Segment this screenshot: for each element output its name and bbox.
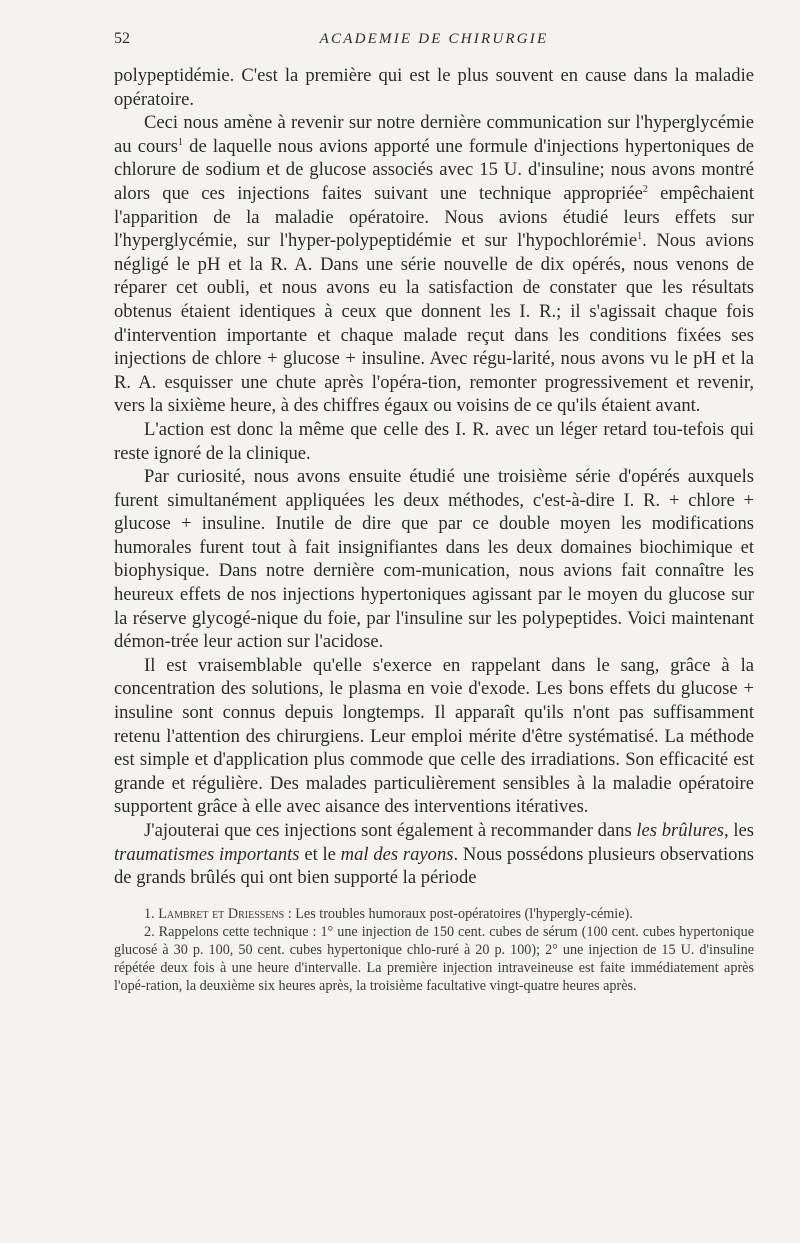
italic-trauma: traumatismes importants [114, 843, 300, 865]
page-header [114, 30, 754, 64]
footnotes [114, 905, 754, 995]
footnote-2-mark: 2. [144, 923, 155, 940]
paragraph-6-part-1: J'ajouterai que ces injections sont également à recommander dans [144, 820, 632, 841]
footnote-ref-3: 1 [637, 230, 643, 242]
running-title: ACADEMIE DE CHIRURGIE [319, 31, 549, 47]
paragraph-3: L'action est donc la même que celle des I. R. avec un léger retard tou-tefois qui reste ignoré de la clinique. [114, 418, 754, 464]
footnote-2-text: Rappelons cette technique : 1° une injection de 150 cent. cubes de sérum (100 cent. cubes hypertonique glucosé à 30 p. 100, 50 cent. cubes hypertonique chlo-ruré à 20 p. 100); 2° une injection de 15 U. d'insuline répétée deux fois à une heure d'intervalle. La première injection intraveineuse est faite immédiatement après l'opé-ration, la deuxième six heures après, la troisième facultative vingt-quatre heures après. [114, 923, 755, 995]
footnote-ref-2: 2 [642, 183, 648, 195]
italic-radiation: mal des rayons [340, 843, 454, 865]
paragraph-6-part-3: et le [304, 843, 336, 865]
footnote-ref-1: 1 [178, 136, 183, 148]
paragraph-5: Il est vraisemblable qu'elle s'exerce en rappelant dans le sang, grâce à la concentration des solutions, le plasma en voie d'exode. Les bons effets du glucose + insuline sont connus depuis longtemps. Il apparaît qu'ils n'ont pas suffisamment retenu l'attention des chirurgiens. Leur emploi mérite d'être systématisé. La méthode est simple et d'application plus commode que celle des irradiations. Son efficacité est grande et régulière. Des malades particulièrement sensibles à la maladie opératoire supportent grâce à elle avec aisance des interventions itératives. [114, 654, 754, 818]
footnote-1-text: : Les troubles humoraux post-opératoires (l'hypergly-cémie). [287, 905, 633, 922]
paragraph-6 [114, 819, 754, 890]
paragraph-6-part-2: , les [724, 820, 754, 841]
footnote-1 [114, 905, 754, 923]
paragraph-1: polypeptidémie. C'est la première qui est le plus souvent en cause dans la maladie opératoire. [114, 65, 754, 110]
footnote-1-mark: 1. [144, 905, 155, 922]
footnote-2 [114, 923, 754, 995]
paragraph-4: Par curiosité, nous avons ensuite étudié une troisième série d'opérés auxquels furent simultanément appliquées les deux méthodes, c'est-à-dire I. R. + chlore + glucose + insuline. Inutile de dire que par ce double moyen les modifications humorales furent tout à fait insignifiantes dans les deux domaines biochimique et biophysique. Dans notre dernière com-munication, nous avions fait connaître les heureux effets de nos injections hypertoniques agissant par le moyen du glucose sur la réserve glycogé-nique du foie, par l'insuline sur les polypeptides. Voici maintenant démon-trée leur action sur l'acidose. [114, 466, 754, 653]
paragraph-2 [114, 111, 754, 418]
page-number: 52 [114, 30, 130, 47]
footnote-1-authors: Lambret et Driessens [158, 905, 285, 922]
paragraph-2-part-3: empêchaient l'apparition de la maladie opératoire. Nous avions étudié leurs effets sur l'hyperglycémie, sur l'hyper-polypeptidémie et sur l'hypochlorémie [114, 182, 755, 252]
document-page [114, 30, 754, 995]
body-text [114, 64, 754, 890]
paragraph-2-part-1: Ceci nous amène à revenir sur notre dernière communication sur l'hyperglycémie au cours [114, 112, 754, 157]
italic-burns: les brûlures [636, 820, 725, 841]
paragraph-6-part-4: . Nous possédons plusieurs observations de grands brûlés qui ont bien supporté la période [114, 843, 754, 889]
paragraph-2-part-4: . Nous avions négligé le pH et la R. A. Dans une série nouvelle de dix opérés, nous venons de réparer cet oubli, et nous avons eu la satisfaction de constater que les résultats obtenus étaient identiques à ceux que donnent les I. R.; il s'agissait chaque fois d'intervention importante et chaque malade reçut dans les conditions fixées ses injections de chlore + glucose + insuline. Avec régu-larité, nous avons vu le pH et la R. A. esquisser une chute après l'opéra-tion, remonter progressivement et revenir, vers la sixième heure, à des chiffres égaux ou voisins de ce qu'ils étaient avant. [114, 230, 754, 417]
paragraph-2-part-2: de laquelle nous avions apporté une formule d'injections hypertoniques de chlorure de sodium et de glucose associés avec 15 U. d'insuline; nous avons montré alors que ces injections faites suivant une technique appropriée [114, 135, 755, 204]
